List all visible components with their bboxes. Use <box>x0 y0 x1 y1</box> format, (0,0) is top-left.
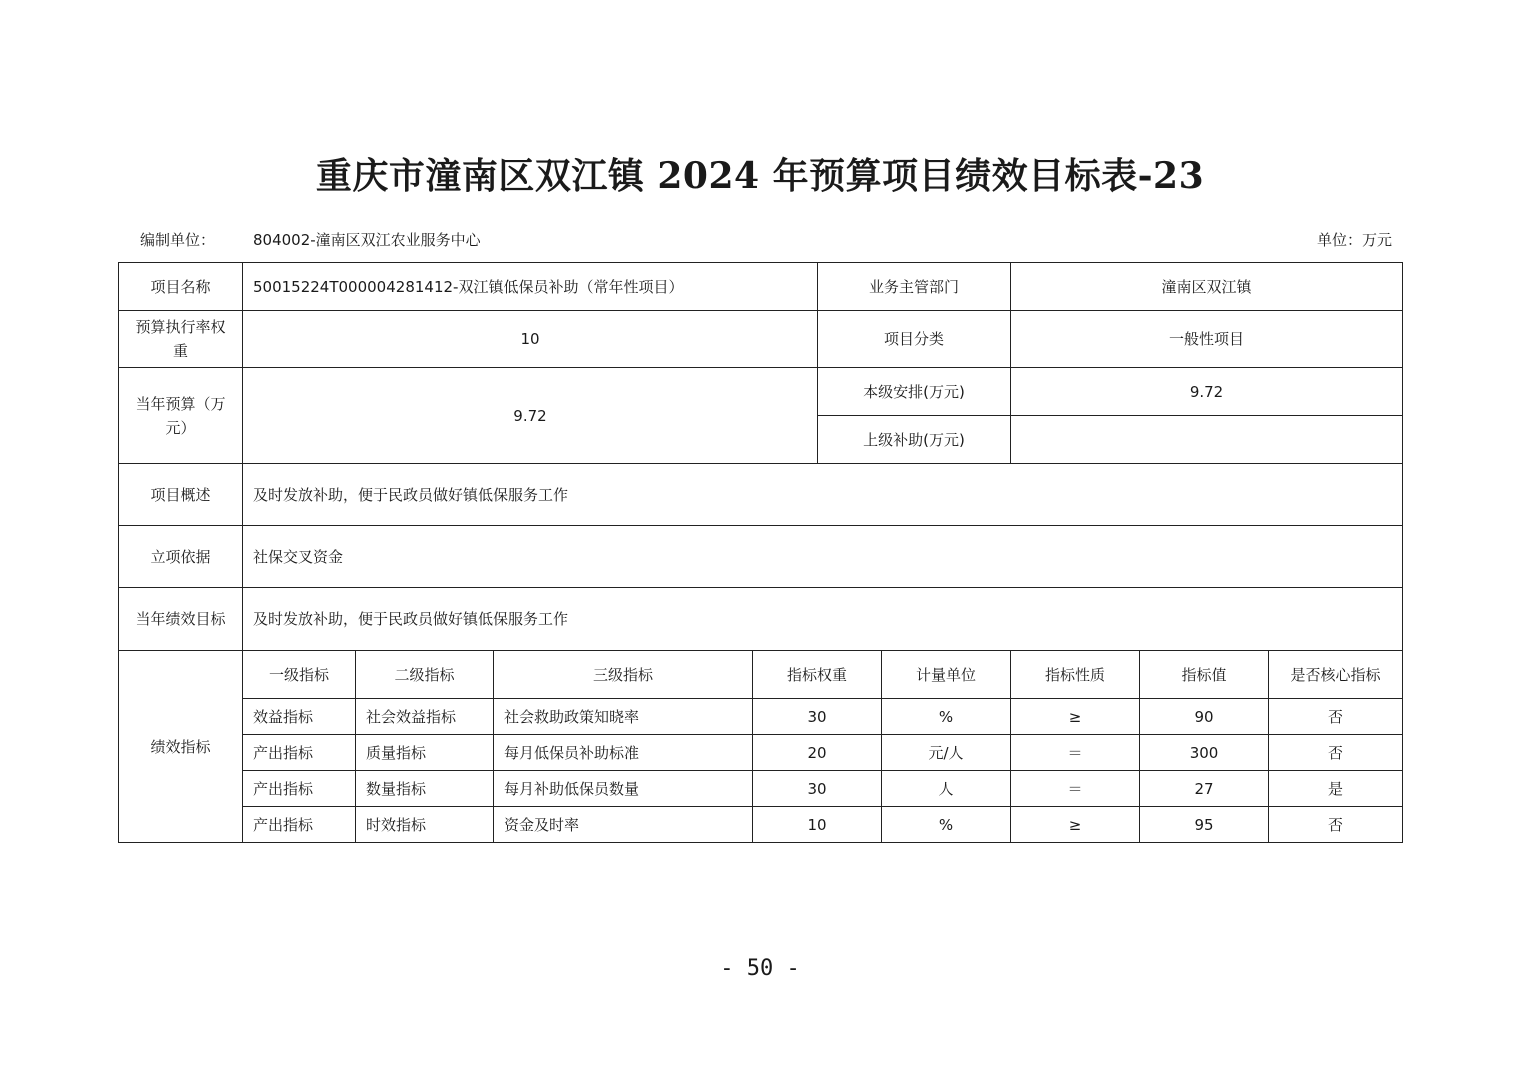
row1-level3: 社会救助政策知晓率 <box>494 699 753 735</box>
header-value: 指标值 <box>1140 651 1269 699</box>
row-basis <box>119 526 1403 588</box>
row4-value: 95 <box>1140 807 1269 843</box>
header-nature: 指标性质 <box>1011 651 1140 699</box>
upper-value <box>1011 416 1403 464</box>
row1-unit: % <box>882 699 1011 735</box>
indicators-label: 绩效指标 <box>119 651 243 843</box>
row2-level1: 产出指标 <box>243 735 356 771</box>
row3-unit: 人 <box>882 771 1011 807</box>
header-unit: 计量单位 <box>882 651 1011 699</box>
page-number: - 50 - <box>720 956 800 981</box>
row1-weight: 30 <box>753 699 882 735</box>
row3-level2: 数量指标 <box>356 771 494 807</box>
row2-core: 否 <box>1269 735 1403 771</box>
row4-unit: % <box>882 807 1011 843</box>
row4-level1: 产出指标 <box>243 807 356 843</box>
local-value: 9.72 <box>1011 368 1403 416</box>
header-weight: 指标权重 <box>753 651 882 699</box>
category-label: 项目分类 <box>818 311 1011 368</box>
budget-label: 当年预算（万元） <box>119 368 243 464</box>
unit-label: 单位：万元 <box>1316 231 1392 249</box>
row2-weight: 20 <box>753 735 882 771</box>
row4-level3: 资金及时率 <box>494 807 753 843</box>
row3-core: 是 <box>1269 771 1403 807</box>
basis-label: 立项依据 <box>119 526 243 588</box>
header-level1: 一级指标 <box>243 651 356 699</box>
row4-core: 否 <box>1269 807 1403 843</box>
table-row <box>119 771 1403 807</box>
goal-value: 及时发放补助，便于民政员做好镇低保服务工作 <box>243 588 1403 651</box>
project-name-label: 项目名称 <box>119 263 243 311</box>
basis-value: 社保交叉资金 <box>243 526 1403 588</box>
row4-weight: 10 <box>753 807 882 843</box>
row1-level2: 社会效益指标 <box>356 699 494 735</box>
row-goal <box>119 588 1403 651</box>
row2-level2: 质量指标 <box>356 735 494 771</box>
project-name-value: 50015224T000004281412-双江镇低保员补助（常年性项目） <box>243 263 818 311</box>
row3-level1: 产出指标 <box>243 771 356 807</box>
row-project-name <box>119 263 1403 311</box>
table-row <box>119 807 1403 843</box>
row3-nature: ＝ <box>1011 771 1140 807</box>
dept-value: 潼南区双江镇 <box>1011 263 1403 311</box>
table-row <box>119 735 1403 771</box>
row1-core: 否 <box>1269 699 1403 735</box>
row-budget-local <box>119 368 1403 416</box>
row2-value: 300 <box>1140 735 1269 771</box>
row1-level1: 效益指标 <box>243 699 356 735</box>
indicator-header-row <box>119 651 1403 699</box>
row1-nature: ≥ <box>1011 699 1140 735</box>
table-row <box>119 699 1403 735</box>
row4-level2: 时效指标 <box>356 807 494 843</box>
goal-label: 当年绩效目标 <box>119 588 243 651</box>
page-title: 重庆市潼南区双江镇 2024 年预算项目绩效目标表-23 <box>315 155 1205 197</box>
overview-value: 及时发放补助，便于民政员做好镇低保服务工作 <box>243 464 1403 526</box>
header-level2: 二级指标 <box>356 651 494 699</box>
header-level3: 三级指标 <box>494 651 753 699</box>
overview-label: 项目概述 <box>119 464 243 526</box>
row4-nature: ≥ <box>1011 807 1140 843</box>
category-value: 一般性项目 <box>1011 311 1403 368</box>
dept-label: 业务主管部门 <box>818 263 1011 311</box>
row2-level3: 每月低保员补助标准 <box>494 735 753 771</box>
budget-value: 9.72 <box>243 368 818 464</box>
exec-weight-label: 预算执行率权重 <box>119 311 243 368</box>
upper-label: 上级补助(万元) <box>818 416 1011 464</box>
row2-unit: 元/人 <box>882 735 1011 771</box>
row3-weight: 30 <box>753 771 882 807</box>
row2-nature: ＝ <box>1011 735 1140 771</box>
row3-level3: 每月补助低保员数量 <box>494 771 753 807</box>
row-overview <box>119 464 1403 526</box>
local-label: 本级安排(万元) <box>818 368 1011 416</box>
exec-weight-value: 10 <box>243 311 818 368</box>
performance-table <box>118 262 1403 843</box>
row1-value: 90 <box>1140 699 1269 735</box>
org-label: 编制单位： <box>140 231 216 249</box>
row-exec-weight <box>119 311 1403 368</box>
row3-value: 27 <box>1140 771 1269 807</box>
org-value: 804002-潼南区双江农业服务中心 <box>253 231 481 249</box>
header-core: 是否核心指标 <box>1269 651 1403 699</box>
